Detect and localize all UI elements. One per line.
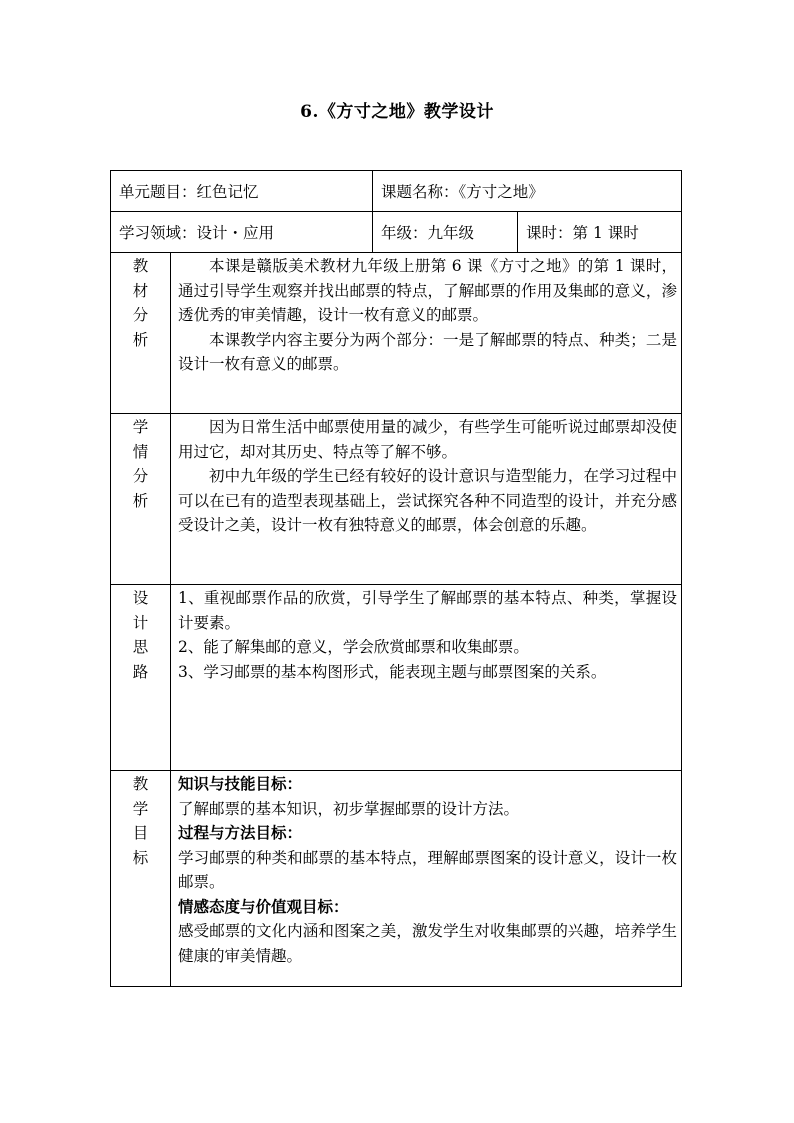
label-char: 析: [132, 330, 149, 349]
unit-topic: 单元题目：红色记忆: [119, 183, 259, 201]
label-char: 标: [132, 848, 149, 867]
teaching-goals-row: [111, 771, 682, 987]
textbook-analysis-label: [111, 253, 171, 414]
document-title: 6.《方寸之地》教学设计: [300, 102, 494, 122]
label-char: 计: [132, 613, 149, 632]
grade: 年级：九年级: [381, 224, 475, 242]
design-ideas-label: [111, 585, 171, 771]
label-char: 教: [132, 775, 149, 793]
label-char: 情: [132, 442, 149, 461]
label-char: 分: [132, 306, 149, 324]
lesson-name-cell: [373, 171, 682, 212]
class-period: 课时：第 1 课时: [526, 224, 639, 242]
emotion-goal-text: 感受邮票的文化内涵和图案之美，激发学生对收集邮票的兴趣，培养学生健康的审美情趣。: [178, 922, 678, 965]
student-analysis-paragraph: 初中九年级的学生已经有较好的设计意识与造型能力，在学习过程中可以在已有的造型表现基础上，尝试探究各种不同造型的设计，并充分感受设计之美，设计一枚有独特意义的邮票，体会创意的乐趣。: [178, 467, 678, 534]
textbook-analysis-paragraph: 本课教学内容主要分为两个部分：一是了解邮票的特点、种类；二是设计一枚有意义的邮票。: [178, 330, 678, 373]
learning-area: 学习领域：设计・应用: [119, 224, 275, 242]
design-idea-item: 2、能了解集邮的意义，学会欣赏邮票和收集邮票。: [178, 638, 529, 656]
knowledge-goal-text: 了解邮票的基本知识，初步掌握邮票的设计方法。: [178, 799, 520, 818]
teaching-goals-label: [111, 771, 171, 987]
student-analysis-label: [111, 414, 171, 585]
grade-cell: [373, 212, 518, 253]
label-char: 分: [132, 467, 149, 485]
lesson-plan-table: [110, 170, 682, 987]
header-row-1: [111, 171, 682, 212]
design-idea-item: 3、学习邮票的基本构图形式，能表现主题与邮票图案的关系。: [178, 662, 607, 681]
student-analysis-paragraph: 因为日常生活中邮票使用量的减少，有些学生可能听说过邮票却没使用过它，却对其历史、特点等了解不够。: [178, 418, 678, 461]
process-goal-text: 学习邮票的种类和邮票的基本特点，理解邮票图案的设计意义，设计一枚邮票。: [178, 848, 678, 891]
label-char: 学: [132, 799, 149, 818]
textbook-analysis-paragraph: 本课是赣版美术教材九年级上册第 6 课《方寸之地》的第 1 课时，通过引导学生观察并找出邮票的特点，了解邮票的作用及集邮的意义，渗透优秀的审美情趣，设计一枚有意义的邮票。: [178, 257, 678, 324]
teaching-goals-content: [171, 771, 682, 987]
learning-area-cell: [111, 212, 373, 253]
label-char: 析: [132, 491, 149, 510]
textbook-analysis-content: [171, 253, 682, 414]
period-cell: [518, 212, 682, 253]
label-char: 设: [132, 589, 149, 607]
design-ideas-row: [111, 585, 682, 771]
emotion-goal-heading: 情感态度与价值观目标：: [178, 896, 349, 916]
process-goal-heading: 过程与方法目标：: [178, 823, 303, 842]
label-char: 教: [132, 257, 149, 275]
label-char: 学: [132, 418, 149, 436]
label-char: 路: [132, 662, 149, 681]
header-row-2: [111, 212, 682, 253]
unit-topic-cell: [111, 171, 373, 212]
student-analysis-row: [111, 414, 682, 585]
label-char: 思: [132, 638, 149, 656]
textbook-analysis-row: [111, 253, 682, 414]
label-char: 材: [132, 281, 149, 300]
lesson-name: 课题名称：《方寸之地》: [381, 183, 544, 201]
label-char: 目: [132, 824, 149, 842]
knowledge-goal-heading: 知识与技能目标：: [178, 774, 303, 793]
design-ideas-content: [171, 585, 682, 771]
design-idea-item: 1、重视邮票作品的欣赏，引导学生了解邮票的基本特点、种类，掌握设计要素。: [178, 589, 678, 632]
student-analysis-content: [171, 414, 682, 585]
